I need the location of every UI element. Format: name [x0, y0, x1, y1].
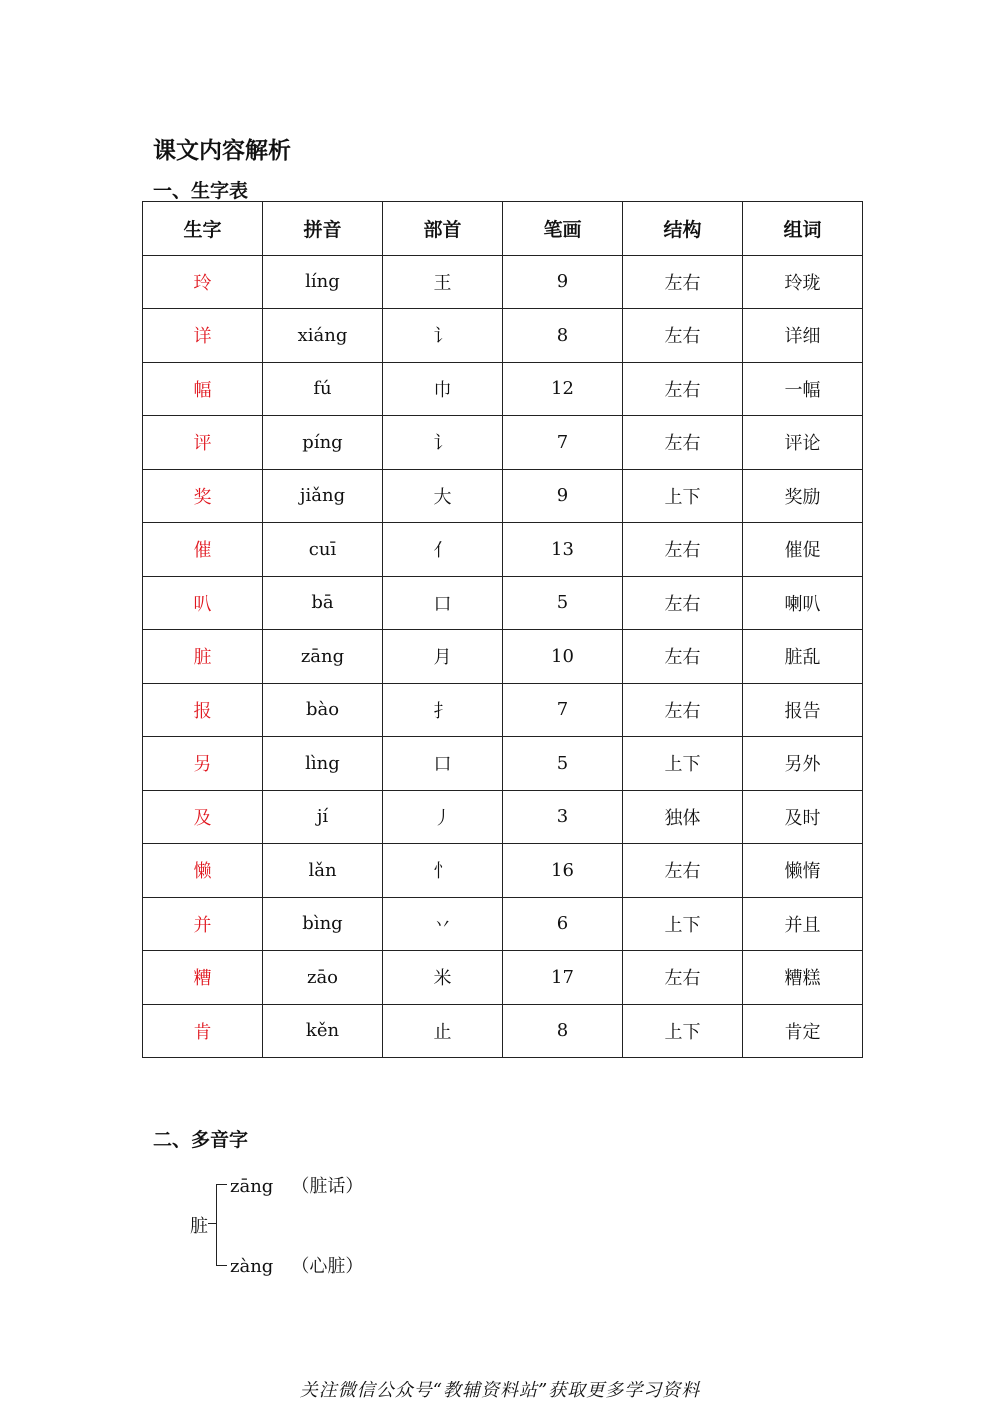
pinyin-cell: píng: [263, 416, 383, 470]
char-cell: 报: [143, 683, 263, 737]
table-row: [143, 630, 863, 684]
table-row: [143, 897, 863, 951]
column-header: 组词: [743, 202, 863, 256]
char-cell: 奖: [143, 469, 263, 523]
word-cell: 肯定: [743, 1004, 863, 1058]
reading-word: （脏话）: [291, 1176, 364, 1197]
word-cell: 报告: [743, 683, 863, 737]
pinyin-cell: zāng: [263, 630, 383, 684]
radical-cell: 米: [383, 951, 503, 1005]
structure-cell: 左右: [623, 951, 743, 1005]
radical-cell: 口: [383, 737, 503, 791]
radical-cell: 巾: [383, 362, 503, 416]
strokes-cell: 9: [503, 469, 623, 523]
table-row: [143, 416, 863, 470]
structure-cell: 左右: [623, 362, 743, 416]
pinyin-cell: lǎn: [263, 844, 383, 898]
word-cell: 评论: [743, 416, 863, 470]
pinyin-cell: bào: [263, 683, 383, 737]
table-row: [143, 951, 863, 1005]
strokes-cell: 16: [503, 844, 623, 898]
strokes-cell: 10: [503, 630, 623, 684]
radical-cell: 口: [383, 576, 503, 630]
strokes-cell: 6: [503, 897, 623, 951]
strokes-cell: 3: [503, 790, 623, 844]
strokes-cell: 9: [503, 255, 623, 309]
radical-cell: 讠: [383, 416, 503, 470]
structure-cell: 左右: [623, 255, 743, 309]
strokes-cell: 5: [503, 737, 623, 791]
table-row: [143, 469, 863, 523]
char-cell: 详: [143, 309, 263, 363]
structure-cell: 左右: [623, 309, 743, 363]
page-title: 课文内容解析: [153, 138, 291, 164]
table-header-row: [143, 202, 863, 256]
char-cell: 糟: [143, 951, 263, 1005]
column-header: 部首: [383, 202, 503, 256]
pinyin-cell: bìng: [263, 897, 383, 951]
char-cell: 肯: [143, 1004, 263, 1058]
column-header: 笔画: [503, 202, 623, 256]
strokes-cell: 12: [503, 362, 623, 416]
radical-cell: 扌: [383, 683, 503, 737]
pinyin-cell: jiǎng: [263, 469, 383, 523]
radical-cell: 讠: [383, 309, 503, 363]
strokes-cell: 7: [503, 683, 623, 737]
radical-cell: 止: [383, 1004, 503, 1058]
pinyin-cell: lìng: [263, 737, 383, 791]
structure-cell: 上下: [623, 1004, 743, 1058]
word-cell: 糟糕: [743, 951, 863, 1005]
char-cell: 及: [143, 790, 263, 844]
reading-pinyin: zāng: [230, 1176, 274, 1197]
reading-2: [230, 1252, 363, 1278]
structure-cell: 左右: [623, 523, 743, 577]
table-row: [143, 1004, 863, 1058]
structure-cell: 左右: [623, 683, 743, 737]
structure-cell: 上下: [623, 469, 743, 523]
char-cell: 评: [143, 416, 263, 470]
column-header: 生字: [143, 202, 263, 256]
section-title-char-table: 一、生字表: [153, 180, 249, 202]
char-cell: 玲: [143, 255, 263, 309]
char-cell: 幅: [143, 362, 263, 416]
word-cell: 及时: [743, 790, 863, 844]
pinyin-cell: zāo: [263, 951, 383, 1005]
word-cell: 脏乱: [743, 630, 863, 684]
char-cell: 并: [143, 897, 263, 951]
table-row: [143, 683, 863, 737]
char-cell: 懒: [143, 844, 263, 898]
reading-pinyin: zàng: [230, 1256, 274, 1277]
word-cell: 详细: [743, 309, 863, 363]
structure-cell: 独体: [623, 790, 743, 844]
char-cell: 脏: [143, 630, 263, 684]
radical-cell: 王: [383, 255, 503, 309]
word-cell: 催促: [743, 523, 863, 577]
polyphone-diagram: [190, 1170, 490, 1280]
pinyin-cell: fú: [263, 362, 383, 416]
structure-cell: 左右: [623, 844, 743, 898]
table-row: [143, 844, 863, 898]
radical-cell: 亻: [383, 523, 503, 577]
pinyin-cell: jí: [263, 790, 383, 844]
char-table: [142, 201, 863, 1058]
word-cell: 玲珑: [743, 255, 863, 309]
radical-cell: 月: [383, 630, 503, 684]
pinyin-cell: cuī: [263, 523, 383, 577]
strokes-cell: 8: [503, 309, 623, 363]
pinyin-cell: bā: [263, 576, 383, 630]
table-row: [143, 255, 863, 309]
column-header: 结构: [623, 202, 743, 256]
word-cell: 并且: [743, 897, 863, 951]
polyphone-char: 脏: [190, 1216, 208, 1237]
pinyin-cell: kěn: [263, 1004, 383, 1058]
radical-cell: 丿: [383, 790, 503, 844]
structure-cell: 左右: [623, 576, 743, 630]
footer-note: 关注微信公众号“教辅资料站”获取更多学习资料: [299, 1380, 701, 1401]
strokes-cell: 5: [503, 576, 623, 630]
reading-word: （心脏）: [291, 1256, 364, 1277]
structure-cell: 左右: [623, 630, 743, 684]
strokes-cell: 17: [503, 951, 623, 1005]
radical-cell: 丷: [383, 897, 503, 951]
table-row: [143, 737, 863, 791]
brace: [216, 1184, 227, 1266]
reading-1: [230, 1172, 363, 1198]
column-header: 拼音: [263, 202, 383, 256]
table-row: [143, 309, 863, 363]
pinyin-cell: xiáng: [263, 309, 383, 363]
char-cell: 另: [143, 737, 263, 791]
word-cell: 一幅: [743, 362, 863, 416]
structure-cell: 上下: [623, 737, 743, 791]
word-cell: 懒惰: [743, 844, 863, 898]
radical-cell: 大: [383, 469, 503, 523]
radical-cell: 忄: [383, 844, 503, 898]
structure-cell: 上下: [623, 897, 743, 951]
table-row: [143, 523, 863, 577]
table-row: [143, 362, 863, 416]
structure-cell: 左右: [623, 416, 743, 470]
strokes-cell: 13: [503, 523, 623, 577]
pinyin-cell: líng: [263, 255, 383, 309]
strokes-cell: 7: [503, 416, 623, 470]
table-row: [143, 790, 863, 844]
char-cell: 催: [143, 523, 263, 577]
strokes-cell: 8: [503, 1004, 623, 1058]
char-cell: 叭: [143, 576, 263, 630]
word-cell: 奖励: [743, 469, 863, 523]
word-cell: 另外: [743, 737, 863, 791]
table-row: [143, 576, 863, 630]
word-cell: 喇叭: [743, 576, 863, 630]
section-title-polyphone: 二、多音字: [153, 1129, 249, 1151]
